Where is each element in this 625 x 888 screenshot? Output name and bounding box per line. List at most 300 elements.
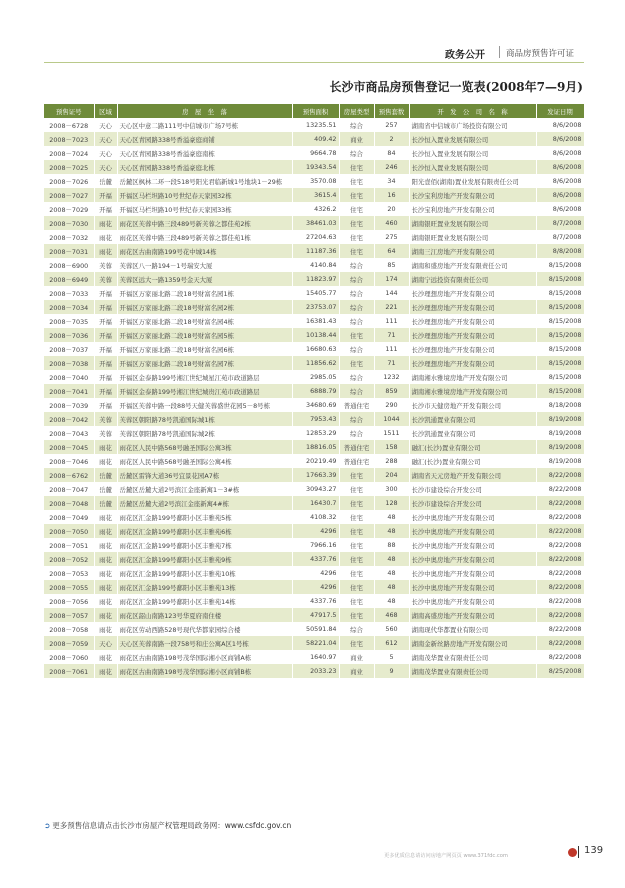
column-header: 区域 (94, 104, 117, 118)
location-cell: 开福区万家丽北路二段18号财富名园4栋 (117, 314, 292, 328)
developer-cell: 湖南宁远投资有限责任公司 (409, 272, 536, 286)
table-row (44, 566, 584, 580)
date-cell: 8/6/2008 (536, 132, 584, 146)
table-row (44, 300, 584, 314)
developer-cell: 融汇(长沙)置业有限公司 (409, 440, 536, 454)
permit-number-cell: 2008－7050 (44, 524, 94, 538)
location-cell: 雨花区汇金路199号鄱阳小区丰雅苑6栋 (117, 524, 292, 538)
subsection-label: 商品房预售许可证 (506, 49, 575, 59)
area-cell: 7966.16 (292, 538, 339, 552)
location-cell: 天心区青园路338号香溢豪庭北栋 (117, 160, 292, 174)
permit-number-cell: 2008－7036 (44, 328, 94, 342)
date-cell: 8/15/2008 (536, 356, 584, 370)
location-cell: 开福区金泰路199号湘江世纪城贵江苑市政道路层 (117, 384, 292, 398)
date-cell: 8/22/2008 (536, 594, 584, 608)
developer-cell: 湖南银旺置业发展有限公司 (409, 230, 536, 244)
units-cell: 1044 (374, 412, 409, 426)
developer-cell: 湖南茂华置业有限责任公司 (409, 650, 536, 664)
permit-number-cell: 2008－7039 (44, 398, 94, 412)
table-row (44, 328, 584, 342)
type-cell: 住宅 (339, 230, 374, 244)
developer-cell: 湖南银旺置业发展有限公司 (409, 216, 536, 230)
type-cell: 住宅 (339, 328, 374, 342)
location-cell: 开福区万家丽北路二段18号财富名园6栋 (117, 342, 292, 356)
district-cell: 天心 (94, 160, 117, 174)
district-cell: 雨花 (94, 244, 117, 258)
units-cell: 1232 (374, 370, 409, 384)
district-cell: 雨花 (94, 454, 117, 468)
page-number: 139 (584, 845, 604, 856)
date-cell: 8/19/2008 (536, 412, 584, 426)
permit-number-cell: 2008－7024 (44, 146, 94, 160)
developer-cell: 长沙恒入置业发展有限公司 (409, 146, 536, 160)
date-cell: 8/7/2008 (536, 216, 584, 230)
developer-cell: 长沙理想房地产开发有限公司 (409, 314, 536, 328)
location-cell: 开福区芙蓉中路一段88号天健芙蓉盛世花园5－8号栋 (117, 398, 292, 412)
units-cell: 300 (374, 482, 409, 496)
column-header: 房屋类型 (339, 104, 374, 118)
table-row (44, 454, 584, 468)
table-row (44, 524, 584, 538)
date-cell: 8/15/2008 (536, 370, 584, 384)
date-cell: 8/22/2008 (536, 608, 584, 622)
units-cell: 71 (374, 356, 409, 370)
date-cell: 8/6/2008 (536, 118, 584, 132)
permit-number-cell: 2008－7052 (44, 552, 94, 566)
developer-cell: 长沙理想房地产开发有限公司 (409, 286, 536, 300)
units-cell: 48 (374, 566, 409, 580)
type-cell: 综合 (339, 286, 374, 300)
location-cell: 芙蓉区朝阳路78号凯通国际城1栋 (117, 412, 292, 426)
units-cell: 9 (374, 664, 409, 678)
units-cell: 20 (374, 202, 409, 216)
table-row (44, 426, 584, 440)
table-row (44, 608, 584, 622)
units-cell: 111 (374, 342, 409, 356)
table-row (44, 146, 584, 160)
units-cell: 612 (374, 636, 409, 650)
table-row (44, 664, 584, 678)
developer-cell: 湖南湘水雅境房地产开发有限公司 (409, 370, 536, 384)
date-cell: 8/6/2008 (536, 202, 584, 216)
location-cell: 雨花区芙蓉中路三段489号新芙蓉之都佳苑1栋 (117, 230, 292, 244)
district-cell: 天心 (94, 132, 117, 146)
table-row (44, 496, 584, 510)
location-cell: 岳麓区岳麓大道2号滨江金座新寓4#栋 (117, 496, 292, 510)
permit-number-cell: 2008－7045 (44, 440, 94, 454)
units-cell: 128 (374, 496, 409, 510)
permit-number-cell: 2008－7029 (44, 202, 94, 216)
table-row (44, 244, 584, 258)
column-header: 预售套数 (374, 104, 409, 118)
date-cell: 8/22/2008 (536, 552, 584, 566)
date-cell: 8/15/2008 (536, 272, 584, 286)
column-header: 发证日期 (536, 104, 584, 118)
units-cell: 2 (374, 132, 409, 146)
district-cell: 雨花 (94, 594, 117, 608)
table-row (44, 538, 584, 552)
area-cell: 4326.2 (292, 202, 339, 216)
units-cell: 5 (374, 650, 409, 664)
date-cell: 8/15/2008 (536, 300, 584, 314)
district-cell: 芙蓉 (94, 412, 117, 426)
district-cell: 开福 (94, 188, 117, 202)
area-cell: 30943.27 (292, 482, 339, 496)
table-row (44, 188, 584, 202)
location-cell: 雨花区韶山南路123号华夏府南住楼 (117, 608, 292, 622)
location-cell: 雨花区古曲南路199号花中城14栋 (117, 244, 292, 258)
area-cell: 12853.29 (292, 426, 339, 440)
developer-cell: 长沙恒入置业发展有限公司 (409, 132, 536, 146)
district-cell: 雨花 (94, 650, 117, 664)
units-cell: 174 (374, 272, 409, 286)
permit-number-cell: 2008－7060 (44, 650, 94, 664)
date-cell: 8/22/2008 (536, 538, 584, 552)
date-cell: 8/15/2008 (536, 328, 584, 342)
district-cell: 雨花 (94, 524, 117, 538)
type-cell: 住宅 (339, 524, 374, 538)
units-cell: 290 (374, 398, 409, 412)
location-cell: 开福区万家丽北路二段18号财富名园7栋 (117, 356, 292, 370)
type-cell: 住宅 (339, 188, 374, 202)
location-cell: 雨花区人民中路568号融圣国际公寓4栋 (117, 454, 292, 468)
date-cell: 8/22/2008 (536, 482, 584, 496)
type-cell: 综合 (339, 300, 374, 314)
date-cell: 8/22/2008 (536, 510, 584, 524)
developer-cell: 长沙理想房地产开发有限公司 (409, 328, 536, 342)
permit-number-cell: 2008－7031 (44, 244, 94, 258)
date-cell: 8/22/2008 (536, 468, 584, 482)
type-cell: 商业 (339, 664, 374, 678)
permit-number-cell: 2008－7051 (44, 538, 94, 552)
district-cell: 芙蓉 (94, 272, 117, 286)
permit-number-cell: 2008－7042 (44, 412, 94, 426)
table-row (44, 272, 584, 286)
area-cell: 16430.7 (292, 496, 339, 510)
permit-number-cell: 2008－7038 (44, 356, 94, 370)
table-row (44, 636, 584, 650)
table-row (44, 622, 584, 636)
permit-number-cell: 2008－7055 (44, 580, 94, 594)
page-title: 长沙市商品房预售登记一览表(2008年7—9月) (329, 80, 583, 94)
type-cell: 综合 (339, 384, 374, 398)
date-cell: 8/22/2008 (536, 580, 584, 594)
table-row (44, 440, 584, 454)
date-cell: 8/22/2008 (536, 650, 584, 664)
developer-cell: 长沙中奥房地产开发有限公司 (409, 594, 536, 608)
units-cell: 48 (374, 580, 409, 594)
date-cell: 8/18/2008 (536, 398, 584, 412)
location-cell: 雨花区汇金路199号鄱阳小区丰雅苑7栋 (117, 538, 292, 552)
date-cell: 8/22/2008 (536, 524, 584, 538)
area-cell: 409.42 (292, 132, 339, 146)
units-cell: 88 (374, 538, 409, 552)
units-cell: 460 (374, 216, 409, 230)
table-row (44, 160, 584, 174)
district-cell: 雨花 (94, 580, 117, 594)
developer-cell: 湖南现代华都置业有限公司 (409, 622, 536, 636)
area-cell: 15405.77 (292, 286, 339, 300)
table-row (44, 174, 584, 188)
units-cell: 859 (374, 384, 409, 398)
column-header: 开 发 公 司 名 称 (409, 104, 536, 118)
developer-cell: 湖南三江房地产开发有限公司 (409, 244, 536, 258)
type-cell: 住宅 (339, 482, 374, 496)
area-cell: 19343.54 (292, 160, 339, 174)
type-cell: 住宅 (339, 496, 374, 510)
district-cell: 岳麓 (94, 468, 117, 482)
date-cell: 8/19/2008 (536, 426, 584, 440)
district-cell: 岳麓 (94, 174, 117, 188)
permit-number-cell: 2008－6949 (44, 272, 94, 286)
district-cell: 开福 (94, 314, 117, 328)
area-cell: 13235.51 (292, 118, 339, 132)
presale-table (44, 104, 585, 678)
permit-number-cell: 2008－7025 (44, 160, 94, 174)
permit-number-cell: 2008－6900 (44, 258, 94, 272)
units-cell: 48 (374, 510, 409, 524)
permit-number-cell: 2008－7035 (44, 314, 94, 328)
date-cell: 8/15/2008 (536, 342, 584, 356)
area-cell: 16381.43 (292, 314, 339, 328)
developer-cell: 长沙中奥房地产开发有限公司 (409, 552, 536, 566)
section-label: 政务公开 (445, 50, 485, 61)
area-cell: 16680.63 (292, 342, 339, 356)
location-cell: 雨花区汇金路199号鄱阳小区丰雅苑5栋 (117, 510, 292, 524)
type-cell: 商业 (339, 650, 374, 664)
units-cell: 246 (374, 160, 409, 174)
permit-number-cell: 2008－7059 (44, 636, 94, 650)
table-row (44, 650, 584, 664)
date-cell: 8/6/2008 (536, 188, 584, 202)
district-cell: 开福 (94, 286, 117, 300)
type-cell: 综合 (339, 426, 374, 440)
permit-number-cell: 2008－7040 (44, 370, 94, 384)
permit-number-cell: 2008－7058 (44, 622, 94, 636)
district-cell: 开福 (94, 398, 117, 412)
location-cell: 开福区马栏坦路10号世纪春天家园32栋 (117, 188, 292, 202)
district-cell: 开福 (94, 202, 117, 216)
type-cell: 综合 (339, 314, 374, 328)
district-cell: 雨花 (94, 538, 117, 552)
units-cell: 34 (374, 174, 409, 188)
district-cell: 岳麓 (94, 496, 117, 510)
table-row (44, 286, 584, 300)
header-rule (44, 62, 584, 63)
area-cell: 17663.39 (292, 468, 339, 482)
page-divider (578, 846, 579, 858)
units-cell: 84 (374, 146, 409, 160)
location-cell: 开福区万家丽北路二段18号财富名园1栋 (117, 286, 292, 300)
district-cell: 雨花 (94, 566, 117, 580)
area-cell: 18816.05 (292, 440, 339, 454)
location-cell: 雨花区芙蓉中路三段489号新芙蓉之都佳苑2栋 (117, 216, 292, 230)
units-cell: 48 (374, 594, 409, 608)
district-cell: 雨花 (94, 230, 117, 244)
area-cell: 38461.03 (292, 216, 339, 230)
units-cell: 85 (374, 258, 409, 272)
units-cell: 48 (374, 552, 409, 566)
date-cell: 8/15/2008 (536, 258, 584, 272)
district-cell: 天心 (94, 636, 117, 650)
table-row (44, 482, 584, 496)
column-header: 预售面积 (292, 104, 339, 118)
footer-small-text: 更多优质信息请访问房地产网页页 www.371fdc.com (384, 853, 508, 859)
type-cell: 住宅 (339, 608, 374, 622)
location-cell: 岳麓区雷锋大道36号宜景花园A7栋 (117, 468, 292, 482)
date-cell: 8/19/2008 (536, 454, 584, 468)
district-cell: 开福 (94, 342, 117, 356)
area-cell: 11823.97 (292, 272, 339, 286)
date-cell: 8/8/2008 (536, 244, 584, 258)
table-row (44, 398, 584, 412)
permit-number-cell: 2008－7049 (44, 510, 94, 524)
developer-cell: 湖南茂华置业有限责任公司 (409, 664, 536, 678)
permit-number-cell: 2008－7033 (44, 286, 94, 300)
area-cell: 1640.97 (292, 650, 339, 664)
permit-number-cell: 2008－7041 (44, 384, 94, 398)
table-row (44, 132, 584, 146)
units-cell: 560 (374, 622, 409, 636)
location-cell: 雨花区人民中路568号融圣国际公寓3栋 (117, 440, 292, 454)
district-cell: 开福 (94, 370, 117, 384)
permit-number-cell: 2008－7048 (44, 496, 94, 510)
permit-number-cell: 2008－7061 (44, 664, 94, 678)
type-cell: 综合 (339, 118, 374, 132)
type-cell: 普通住宅 (339, 454, 374, 468)
area-cell: 4337.76 (292, 594, 339, 608)
district-cell: 开福 (94, 328, 117, 342)
permit-number-cell: 2008－7037 (44, 342, 94, 356)
permit-number-cell: 2008－6762 (44, 468, 94, 482)
district-cell: 天心 (94, 118, 117, 132)
district-cell: 雨花 (94, 510, 117, 524)
area-cell: 9664.78 (292, 146, 339, 160)
date-cell: 8/22/2008 (536, 566, 584, 580)
developer-cell: 湖南高盛房地产开发有限公司 (409, 608, 536, 622)
location-cell: 雨花区汇金路199号鄱阳小区丰雅苑13栋 (117, 580, 292, 594)
area-cell: 11187.36 (292, 244, 339, 258)
location-cell: 天心区芙蓉南路一段758号和庄公寓A区1号栋 (117, 636, 292, 650)
permit-number-cell: 2008－7034 (44, 300, 94, 314)
area-cell: 2033.23 (292, 664, 339, 678)
table-row (44, 258, 584, 272)
location-cell: 天心区中意二路111号中信城市广场7号栋 (117, 118, 292, 132)
area-cell: 47917.5 (292, 608, 339, 622)
units-cell: 204 (374, 468, 409, 482)
date-cell: 8/25/2008 (536, 664, 584, 678)
date-cell: 8/19/2008 (536, 440, 584, 454)
type-cell: 住宅 (339, 538, 374, 552)
date-cell: 8/22/2008 (536, 496, 584, 510)
date-cell: 8/6/2008 (536, 160, 584, 174)
units-cell: 16 (374, 188, 409, 202)
type-cell: 综合 (339, 272, 374, 286)
district-cell: 天心 (94, 146, 117, 160)
permit-number-cell: 2008－7046 (44, 454, 94, 468)
page-header (0, 42, 625, 66)
units-cell: 48 (374, 524, 409, 538)
type-cell: 普通住宅 (339, 440, 374, 454)
table-row (44, 370, 584, 384)
district-cell: 芙蓉 (94, 426, 117, 440)
district-cell: 芙蓉 (94, 258, 117, 272)
units-cell: 158 (374, 440, 409, 454)
date-cell: 8/22/2008 (536, 636, 584, 650)
table-row (44, 342, 584, 356)
permit-number-cell: 2008－7047 (44, 482, 94, 496)
district-cell: 雨花 (94, 608, 117, 622)
units-cell: 71 (374, 328, 409, 342)
developer-cell: 长沙凯通置业有限公司 (409, 426, 536, 440)
developer-cell: 长沙市建设综合开发公司 (409, 496, 536, 510)
area-cell: 23753.07 (292, 300, 339, 314)
developer-cell: 长沙理想房地产开发有限公司 (409, 342, 536, 356)
location-cell: 雨花区汇金路199号鄱阳小区丰雅苑9栋 (117, 552, 292, 566)
table-row (44, 468, 584, 482)
type-cell: 住宅 (339, 202, 374, 216)
type-cell: 综合 (339, 342, 374, 356)
table-row (44, 510, 584, 524)
district-cell: 岳麓 (94, 482, 117, 496)
type-cell: 综合 (339, 258, 374, 272)
type-cell: 住宅 (339, 510, 374, 524)
district-cell: 雨花 (94, 440, 117, 454)
area-cell: 2985.05 (292, 370, 339, 384)
location-cell: 芙蓉区朝阳路78号凯通国际城2栋 (117, 426, 292, 440)
date-cell: 8/15/2008 (536, 286, 584, 300)
table-body (44, 118, 584, 678)
table-row (44, 202, 584, 216)
location-cell: 雨花区古曲南路198号茂华国际湘小区商铺B栋 (117, 664, 292, 678)
developer-cell: 阳光壹佰(湖南)置业发展有限责任公司 (409, 174, 536, 188)
header-separator (499, 46, 500, 58)
area-cell: 3570.08 (292, 174, 339, 188)
date-cell: 8/22/2008 (536, 622, 584, 636)
location-cell: 岳麓区岳麓大道2号滨江金座新寓1－3#栋 (117, 482, 292, 496)
developer-cell: 长沙市天健房地产开发有限公司 (409, 398, 536, 412)
location-cell: 岳麓区枫林二环一段518号阳光君临新城1号地块1－29栋 (117, 174, 292, 188)
table-row (44, 216, 584, 230)
units-cell: 64 (374, 244, 409, 258)
permit-number-cell: 2008－7030 (44, 216, 94, 230)
area-cell: 3615.4 (292, 188, 339, 202)
district-cell: 开福 (94, 300, 117, 314)
area-cell: 4296 (292, 580, 339, 594)
units-cell: 288 (374, 454, 409, 468)
type-cell: 综合 (339, 622, 374, 636)
location-cell: 开福区金泰路199号湘江世纪城星江苑市政道路层 (117, 370, 292, 384)
footer-note[interactable] (44, 820, 291, 831)
location-cell: 天心区青园路338号香溢豪庭南栋 (117, 146, 292, 160)
developer-cell: 长沙理想房地产开发有限公司 (409, 300, 536, 314)
date-cell: 8/15/2008 (536, 384, 584, 398)
area-cell: 4296 (292, 566, 339, 580)
developer-cell: 长沙宝利房地产开发有限公司 (409, 188, 536, 202)
type-cell: 住宅 (339, 552, 374, 566)
developer-cell: 湖南和盛房地产开发有限责任公司 (409, 258, 536, 272)
permit-number-cell: 2008－7056 (44, 594, 94, 608)
permit-number-cell: 2008－7032 (44, 230, 94, 244)
developer-cell: 长沙宝利房地产开发有限公司 (409, 202, 536, 216)
permit-number-cell: 2008－7057 (44, 608, 94, 622)
developer-cell: 长沙恒入置业发展有限公司 (409, 160, 536, 174)
district-cell: 开福 (94, 356, 117, 370)
area-cell: 50591.84 (292, 622, 339, 636)
location-cell: 芙蓉区八一路194－1号瑞安大厦 (117, 258, 292, 272)
area-cell: 58221.04 (292, 636, 339, 650)
date-cell: 8/6/2008 (536, 146, 584, 160)
